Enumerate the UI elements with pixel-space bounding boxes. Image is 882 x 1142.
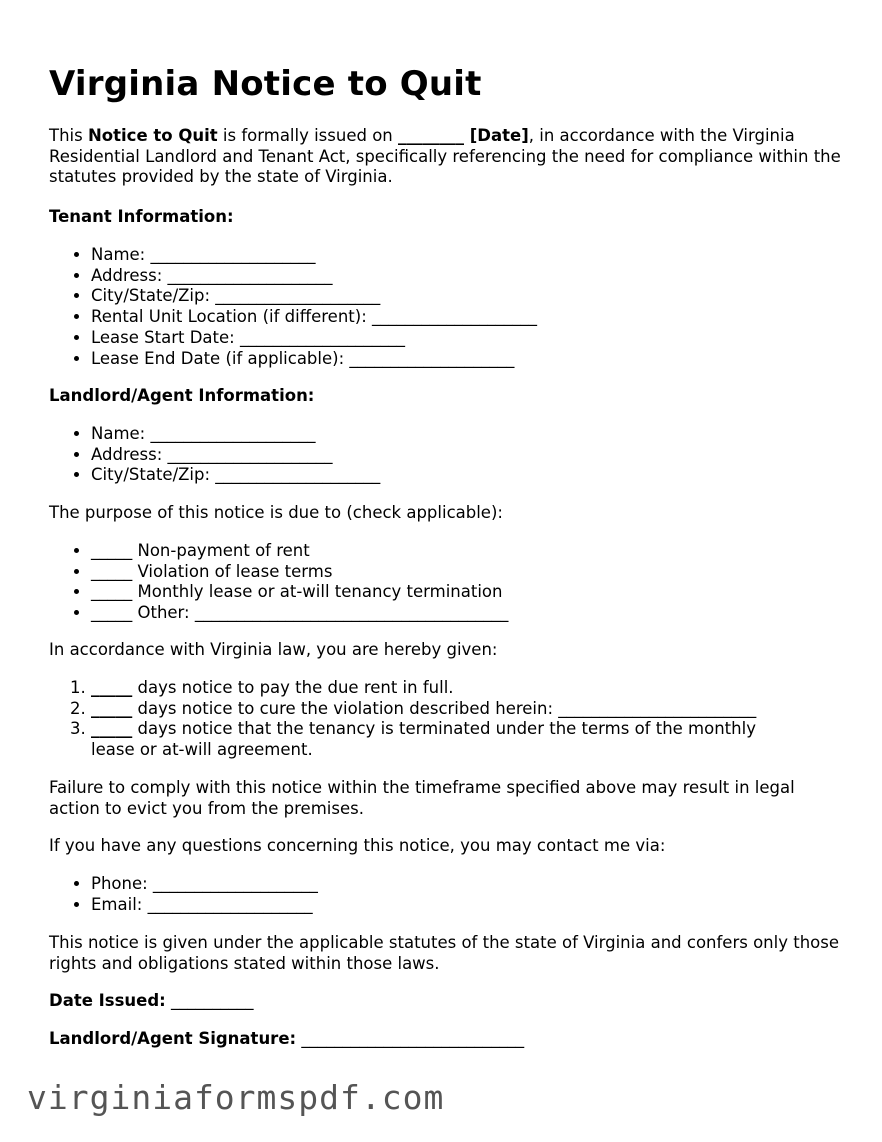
tenant-lease-end-field: • Lease End Date (if applicable): ____________________ <box>91 349 849 370</box>
purpose-tenancy-termination: • _____ Monthly lease or at-will tenancy termination <box>91 582 849 603</box>
intro-paragraph <box>49 126 849 188</box>
intro-text-1: This <box>49 126 88 145</box>
tenant-city-state-zip-field: • City/State/Zip: ____________________ <box>91 286 849 307</box>
tenant-info-list <box>49 245 849 369</box>
date-issued-blank: __________ <box>171 991 254 1010</box>
tenant-name-field: • Name: ____________________ <box>91 245 849 266</box>
statutes-paragraph <box>49 933 849 974</box>
tenant-address-field: • Address: ____________________ <box>91 266 849 287</box>
signature-blank: ___________________________ <box>301 1029 525 1048</box>
law-item-pay-rent <box>91 678 849 699</box>
contact-intro <box>49 836 849 857</box>
tenant-heading: Tenant Information: <box>49 207 234 226</box>
tenant-lease-start-field: • Lease Start Date: ____________________ <box>91 328 849 349</box>
intro-text-2: is formally issued on <box>217 126 399 145</box>
document-title: Virginia Notice to Quit <box>49 64 482 104</box>
law-item-blank: _____ <box>91 719 133 739</box>
law-item-cure-violation <box>91 699 849 720</box>
purpose-intro-text: The purpose of this notice is due to (check applicable): <box>49 503 503 522</box>
law-item-text: days notice to cure the violation described herein: ________________________ <box>132 698 757 718</box>
law-item-blank: _____ <box>91 678 133 697</box>
statutes-text: This notice is given under the applicable statutes of the state of Virginia and confers only those rights and obligations stated within those laws. <box>49 933 839 973</box>
intro-date-blank: ________ [Date] <box>398 126 529 145</box>
landlord-city-state-zip-field: • City/State/Zip: ____________________ <box>91 465 849 486</box>
intro-notice-name: Notice to Quit <box>87 126 218 145</box>
tenant-rental-unit-field: • Rental Unit Location (if different): ____________________ <box>91 307 849 328</box>
law-intro-text: In accordance with Virginia law, you are hereby given: <box>49 640 498 659</box>
date-issued-label: Date Issued: <box>49 991 166 1010</box>
purpose-list <box>49 541 849 624</box>
tenant-section-heading <box>49 207 849 228</box>
purpose-intro <box>49 503 849 524</box>
law-item-blank: _____ <box>91 698 133 718</box>
landlord-name-field: • Name: ____________________ <box>91 424 849 445</box>
law-item-text: days notice that the tenancy is terminated under the terms of the monthly lease or at-will agreement. <box>91 719 756 760</box>
purpose-other: • _____ Other: ______________________________________ <box>91 603 849 624</box>
signature-label: Landlord/Agent Signature: <box>49 1029 297 1048</box>
landlord-section-heading <box>49 386 849 407</box>
law-item-text: days notice to pay the due rent in full. <box>132 678 454 697</box>
purpose-nonpayment: • _____ Non-payment of rent <box>91 541 849 562</box>
failure-paragraph <box>49 778 849 819</box>
landlord-info-list <box>49 424 849 486</box>
purpose-lease-violation: • _____ Violation of lease terms <box>91 562 849 583</box>
contact-email-field: • Email: ____________________ <box>91 895 849 916</box>
contact-phone-field: • Phone: ____________________ <box>91 874 849 895</box>
contact-intro-text: If you have any questions concerning this notice, you may contact me via: <box>49 836 666 855</box>
law-intro <box>49 640 849 661</box>
date-issued-line <box>49 991 849 1012</box>
law-list <box>49 678 849 761</box>
law-item-termination <box>91 719 849 760</box>
failure-text: Failure to comply with this notice within the timeframe specified above may result in legal action to evict you from the premises. <box>49 778 795 818</box>
signature-line <box>49 1029 849 1050</box>
landlord-address-field: • Address: ____________________ <box>91 445 849 466</box>
site-watermark: virginiaformspdf.com <box>27 1078 445 1117</box>
intro-text-3: , in accordance with the Virginia Residential Landlord and Tenant Act, specifically referencing the need for compliance within the statutes provided by the state of Virginia. <box>49 126 841 187</box>
landlord-heading: Landlord/Agent Information: <box>49 386 315 405</box>
contact-list <box>49 874 849 915</box>
